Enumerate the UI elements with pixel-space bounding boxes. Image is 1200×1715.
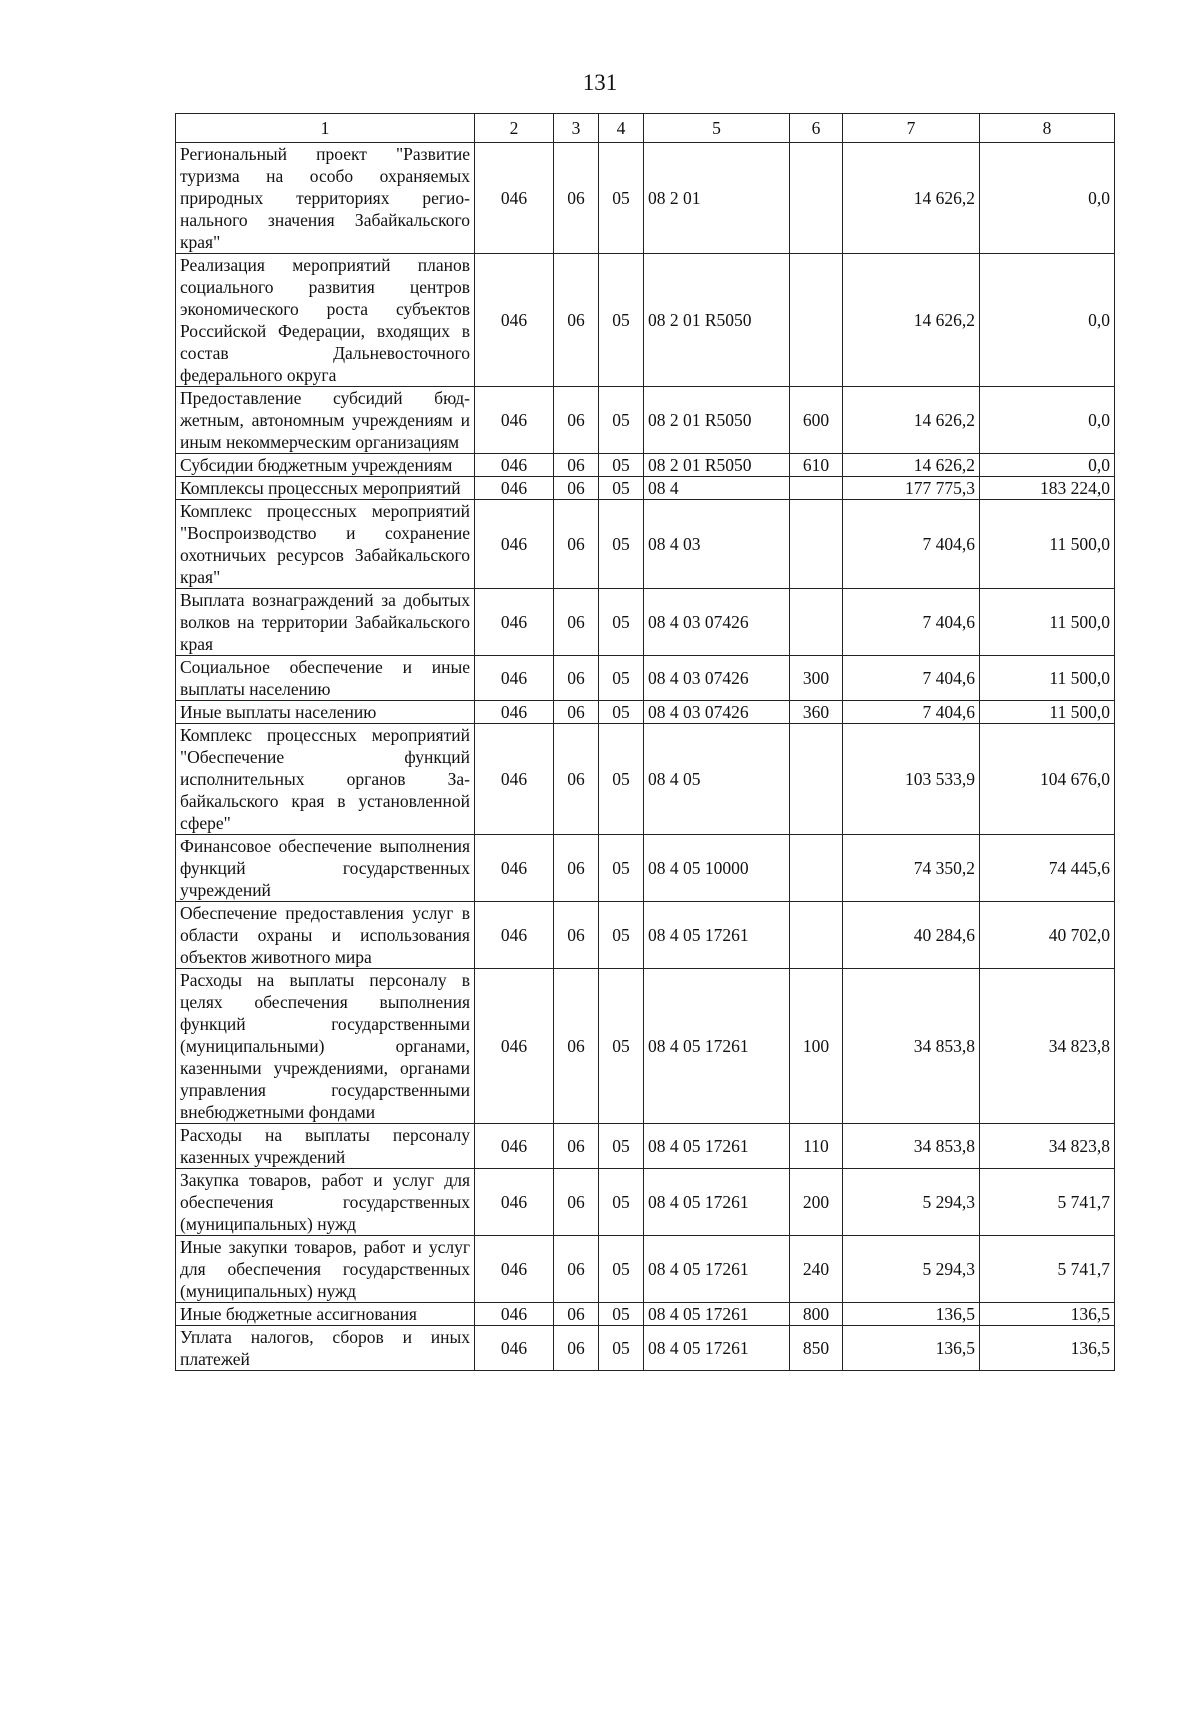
amount-col7-cell: 40 284,6 xyxy=(843,902,980,969)
table-row xyxy=(176,500,1115,589)
amount-col8-cell: 11 500,0 xyxy=(980,589,1115,656)
amount-col7-cell: 14 626,2 xyxy=(843,254,980,387)
admin-code-cell: 046 xyxy=(475,835,554,902)
section-cell: 06 xyxy=(554,902,599,969)
amount-col7-cell: 34 853,8 xyxy=(843,1124,980,1169)
table-row xyxy=(176,1303,1115,1326)
amount-col7-cell: 177 775,3 xyxy=(843,477,980,500)
item-name-cell: Уплата налогов, сборов и иных платежей xyxy=(176,1326,475,1371)
expense-type-cell: 850 xyxy=(790,1326,843,1371)
section-cell: 06 xyxy=(554,1124,599,1169)
target-article-cell: 08 4 05 10000 xyxy=(644,835,790,902)
target-article-cell: 08 4 03 07426 xyxy=(644,656,790,701)
amount-col8-cell: 0,0 xyxy=(980,143,1115,254)
amount-col7-cell: 74 350,2 xyxy=(843,835,980,902)
table-row xyxy=(176,656,1115,701)
admin-code-cell: 046 xyxy=(475,143,554,254)
admin-code-cell: 046 xyxy=(475,969,554,1124)
subsection-cell: 05 xyxy=(599,835,644,902)
target-article-cell: 08 4 03 07426 xyxy=(644,701,790,724)
amount-col7-cell: 34 853,8 xyxy=(843,969,980,1124)
section-cell: 06 xyxy=(554,724,599,835)
admin-code-cell: 046 xyxy=(475,724,554,835)
expense-type-cell xyxy=(790,902,843,969)
expense-type-cell: 110 xyxy=(790,1124,843,1169)
amount-col8-cell: 34 823,8 xyxy=(980,969,1115,1124)
amount-col8-cell: 183 224,0 xyxy=(980,477,1115,500)
expense-type-cell xyxy=(790,143,843,254)
expense-type-cell: 610 xyxy=(790,454,843,477)
table-row xyxy=(176,589,1115,656)
item-name-cell: Реализация мероприятий планов социального развития центров экономического роста субъектов Российской Федерации, входящих в состав Дальневосточного федерального округа xyxy=(176,254,475,387)
amount-col8-cell: 5 741,7 xyxy=(980,1169,1115,1236)
admin-code-cell: 046 xyxy=(475,656,554,701)
item-name-cell: Иные бюджетные ассигнования xyxy=(176,1303,475,1326)
amount-col8-cell: 136,5 xyxy=(980,1303,1115,1326)
item-name-cell: Обеспечение предоставления услуг в области охраны и использования объектов животного мира xyxy=(176,902,475,969)
subsection-cell: 05 xyxy=(599,724,644,835)
amount-col8-cell: 11 500,0 xyxy=(980,656,1115,701)
subsection-cell: 05 xyxy=(599,1236,644,1303)
target-article-cell: 08 2 01 R5050 xyxy=(644,254,790,387)
expense-type-cell xyxy=(790,835,843,902)
header-cell: 3 xyxy=(554,114,599,143)
subsection-cell: 05 xyxy=(599,477,644,500)
table-row xyxy=(176,387,1115,454)
amount-col8-cell: 0,0 xyxy=(980,387,1115,454)
table-row xyxy=(176,454,1115,477)
item-name-cell: Выплата вознаграждений за добытых волков на территории Забайкальского края xyxy=(176,589,475,656)
amount-col8-cell: 74 445,6 xyxy=(980,835,1115,902)
table-row xyxy=(176,701,1115,724)
amount-col8-cell: 0,0 xyxy=(980,454,1115,477)
subsection-cell: 05 xyxy=(599,1326,644,1371)
item-name-cell: Предоставление субсидий бюджетным, автономным учреждениям и иным некоммерческим организациям xyxy=(176,387,475,454)
table-row xyxy=(176,902,1115,969)
target-article-cell: 08 2 01 xyxy=(644,143,790,254)
amount-col8-cell: 11 500,0 xyxy=(980,701,1115,724)
expense-type-cell xyxy=(790,254,843,387)
target-article-cell: 08 4 05 xyxy=(644,724,790,835)
amount-col7-cell: 103 533,9 xyxy=(843,724,980,835)
subsection-cell: 05 xyxy=(599,589,644,656)
table-row xyxy=(176,477,1115,500)
section-cell: 06 xyxy=(554,1169,599,1236)
amount-col8-cell: 5 741,7 xyxy=(980,1236,1115,1303)
section-cell: 06 xyxy=(554,1236,599,1303)
amount-col8-cell: 0,0 xyxy=(980,254,1115,387)
table-row xyxy=(176,1236,1115,1303)
subsection-cell: 05 xyxy=(599,902,644,969)
expense-type-cell: 800 xyxy=(790,1303,843,1326)
target-article-cell: 08 2 01 R5050 xyxy=(644,454,790,477)
expense-type-cell xyxy=(790,589,843,656)
subsection-cell: 05 xyxy=(599,1169,644,1236)
item-name-cell: Субсидии бюджетным учреждениям xyxy=(176,454,475,477)
subsection-cell: 05 xyxy=(599,969,644,1124)
admin-code-cell: 046 xyxy=(475,1236,554,1303)
item-name-cell: Иные закупки товаров, работ и услуг для обеспечения государственных (муниципальных) нужд xyxy=(176,1236,475,1303)
table-row xyxy=(176,1169,1115,1236)
section-cell: 06 xyxy=(554,1303,599,1326)
amount-col7-cell: 7 404,6 xyxy=(843,589,980,656)
header-cell: 7 xyxy=(843,114,980,143)
item-name-cell: Иные выплаты населению xyxy=(176,701,475,724)
admin-code-cell: 046 xyxy=(475,701,554,724)
admin-code-cell: 046 xyxy=(475,500,554,589)
amount-col7-cell: 136,5 xyxy=(843,1303,980,1326)
table-row xyxy=(176,1326,1115,1371)
item-name-cell: Комплекс процессных мероприятий "Обеспечение функций исполнительных органов Забайкальского края в установленной сфере" xyxy=(176,724,475,835)
header-cell: 2 xyxy=(475,114,554,143)
target-article-cell: 08 4 05 17261 xyxy=(644,969,790,1124)
expense-type-cell: 240 xyxy=(790,1236,843,1303)
amount-col8-cell: 136,5 xyxy=(980,1326,1115,1371)
section-cell: 06 xyxy=(554,969,599,1124)
table-row xyxy=(176,835,1115,902)
target-article-cell: 08 4 05 17261 xyxy=(644,1303,790,1326)
amount-col7-cell: 5 294,3 xyxy=(843,1169,980,1236)
target-article-cell: 08 4 05 17261 xyxy=(644,1124,790,1169)
subsection-cell: 05 xyxy=(599,656,644,701)
table-row xyxy=(176,1124,1115,1169)
section-cell: 06 xyxy=(554,143,599,254)
section-cell: 06 xyxy=(554,477,599,500)
target-article-cell: 08 4 05 17261 xyxy=(644,1169,790,1236)
section-cell: 06 xyxy=(554,835,599,902)
subsection-cell: 05 xyxy=(599,500,644,589)
header-row xyxy=(176,114,1115,143)
admin-code-cell: 046 xyxy=(475,1124,554,1169)
expense-type-cell: 600 xyxy=(790,387,843,454)
admin-code-cell: 046 xyxy=(475,589,554,656)
amount-col7-cell: 7 404,6 xyxy=(843,656,980,701)
table-row xyxy=(176,724,1115,835)
budget-table xyxy=(175,113,1115,1371)
target-article-cell: 08 4 05 17261 xyxy=(644,1326,790,1371)
expense-type-cell: 300 xyxy=(790,656,843,701)
subsection-cell: 05 xyxy=(599,254,644,387)
admin-code-cell: 046 xyxy=(475,387,554,454)
expense-type-cell: 100 xyxy=(790,969,843,1124)
amount-col7-cell: 14 626,2 xyxy=(843,143,980,254)
item-name-cell: Комплекс процессных мероприятий "Воспроизводство и сохранение охотничьих ресурсов Забайкальского края" xyxy=(176,500,475,589)
header-cell: 1 xyxy=(176,114,475,143)
section-cell: 06 xyxy=(554,656,599,701)
item-name-cell: Расходы на выплаты персоналу казенных учреждений xyxy=(176,1124,475,1169)
admin-code-cell: 046 xyxy=(475,454,554,477)
table-body xyxy=(176,143,1115,1371)
target-article-cell: 08 4 05 17261 xyxy=(644,1236,790,1303)
subsection-cell: 05 xyxy=(599,1124,644,1169)
expense-type-cell xyxy=(790,500,843,589)
expense-type-cell: 360 xyxy=(790,701,843,724)
amount-col7-cell: 5 294,3 xyxy=(843,1236,980,1303)
expense-type-cell: 200 xyxy=(790,1169,843,1236)
section-cell: 06 xyxy=(554,500,599,589)
subsection-cell: 05 xyxy=(599,454,644,477)
section-cell: 06 xyxy=(554,254,599,387)
target-article-cell: 08 2 01 R5050 xyxy=(644,387,790,454)
amount-col7-cell: 14 626,2 xyxy=(843,454,980,477)
item-name-cell: Финансовое обеспечение выполнения функций государственных учреждений xyxy=(176,835,475,902)
item-name-cell: Расходы на выплаты персоналу в целях обеспечения выполнения функций государственными (муниципальными) органами, казенными учреждениями, органами управления государственными внебюджетными фондами xyxy=(176,969,475,1124)
target-article-cell: 08 4 05 17261 xyxy=(644,902,790,969)
admin-code-cell: 046 xyxy=(475,477,554,500)
item-name-cell: Социальное обеспечение и иные выплаты населению xyxy=(176,656,475,701)
item-name-cell: Региональный проект "Развитие туризма на особо охраняемых природных территориях регионального значения Забайкальского края" xyxy=(176,143,475,254)
amount-col7-cell: 136,5 xyxy=(843,1326,980,1371)
amount-col7-cell: 7 404,6 xyxy=(843,500,980,589)
table-row xyxy=(176,143,1115,254)
admin-code-cell: 046 xyxy=(475,1326,554,1371)
section-cell: 06 xyxy=(554,701,599,724)
header-cell: 4 xyxy=(599,114,644,143)
subsection-cell: 05 xyxy=(599,701,644,724)
header-cell: 6 xyxy=(790,114,843,143)
admin-code-cell: 046 xyxy=(475,1169,554,1236)
expense-type-cell xyxy=(790,724,843,835)
section-cell: 06 xyxy=(554,387,599,454)
amount-col8-cell: 34 823,8 xyxy=(980,1124,1115,1169)
item-name-cell: Закупка товаров, работ и услуг для обеспечения государственных (муниципальных) нужд xyxy=(176,1169,475,1236)
subsection-cell: 05 xyxy=(599,387,644,454)
target-article-cell: 08 4 xyxy=(644,477,790,500)
item-name-cell: Комплексы процессных мероприятий xyxy=(176,477,475,500)
expense-type-cell xyxy=(790,477,843,500)
admin-code-cell: 046 xyxy=(475,1303,554,1326)
admin-code-cell: 046 xyxy=(475,902,554,969)
header-cell: 8 xyxy=(980,114,1115,143)
admin-code-cell: 046 xyxy=(475,254,554,387)
amount-col8-cell: 11 500,0 xyxy=(980,500,1115,589)
section-cell: 06 xyxy=(554,589,599,656)
table-row xyxy=(176,254,1115,387)
header-cell: 5 xyxy=(644,114,790,143)
table-row xyxy=(176,969,1115,1124)
section-cell: 06 xyxy=(554,454,599,477)
amount-col7-cell: 14 626,2 xyxy=(843,387,980,454)
amount-col7-cell: 7 404,6 xyxy=(843,701,980,724)
amount-col8-cell: 40 702,0 xyxy=(980,902,1115,969)
subsection-cell: 05 xyxy=(599,143,644,254)
section-cell: 06 xyxy=(554,1326,599,1371)
amount-col8-cell: 104 676,0 xyxy=(980,724,1115,835)
target-article-cell: 08 4 03 07426 xyxy=(644,589,790,656)
target-article-cell: 08 4 03 xyxy=(644,500,790,589)
page-number: 131 xyxy=(582,70,618,95)
subsection-cell: 05 xyxy=(599,1303,644,1326)
